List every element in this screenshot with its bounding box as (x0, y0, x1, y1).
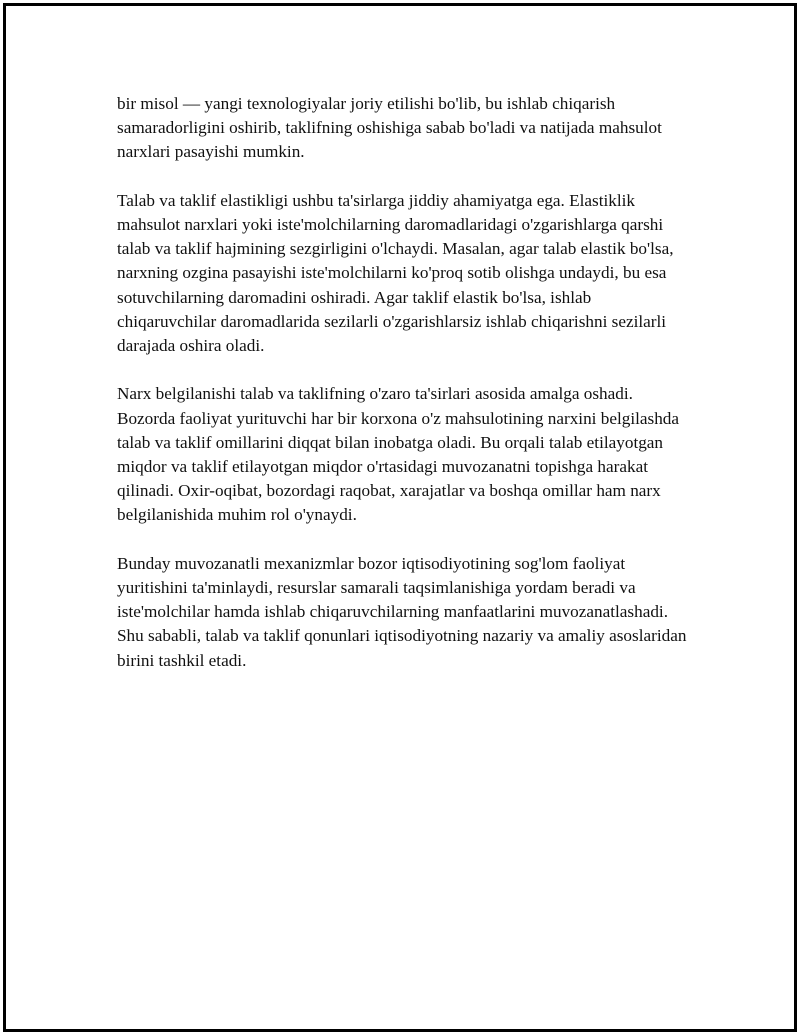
paragraph-3: Narx belgilanishi talab va taklifning o'zaro ta'sirlari asosida amalga oshadi. Bozorda faoliyat yurituvchi har bir korxona o'z mahsulotining narxini belgilashda talab va taklif omillarini diqqat bilan inobatga oladi. Bu orqali talab etilayotgan miqdor va taklif etilayotgan miqdor o'rtasidagi muvozanatni topishga harakat qilinadi. Oxir-oqibat, bozordagi raqobat, xarajatlar va boshqa omillar ham narx belgilanishida muhim rol o'ynaydi. (117, 384, 680, 525)
paragraph-2: Talab va taklif elastikligi ushbu ta'sirlarga jiddiy ahamiyatga ega. Elastiklik mahsulot narxlari yoki iste'molchilarning daromadlaridagi o'zgarishlarga qarshi talab va taklif hajmining sezgirligini o'lchaydi. Masalan, agar talab elastik bo'lsa, narxning ozgina pasayishi iste'molchilarni ko'proq sotib olishga undaydi, bu esa sotuvchilarning daromadini oshiradi. Agar taklif elastik bo'lsa, ishlab chiqaruvchilar daromadlarida sezilarli o'zgarishlarsiz ishlab chiqarishni sezilarli darajada oshira oladi. (117, 190, 674, 356)
paragraph-1: bir misol — yangi texnologiyalar joriy etilishi bo'lib, bu ishlab chiqarish samaradorligini oshirib, taklifning oshishiga sabab bo'ladi va natijada mahsulot narxlari pasayishi mumkin. (117, 94, 662, 162)
paragraph-4: Bunday muvozanatli mexanizmlar bozor iqtisodiyotining sog'lom faoliyat yuritishini ta'minlaydi, resurslar samarali taqsimlanishiga yordam beradi va iste'molchilar hamda ishlab chiqaruvchilarning manfaatlarini muvozanatlashadi. Shu sababli, talab va taklif qonunlari iqtisodiyotning nazariy va amaliy asoslaridan birini tashkil etadi. (117, 553, 687, 670)
document-body (117, 92, 687, 697)
